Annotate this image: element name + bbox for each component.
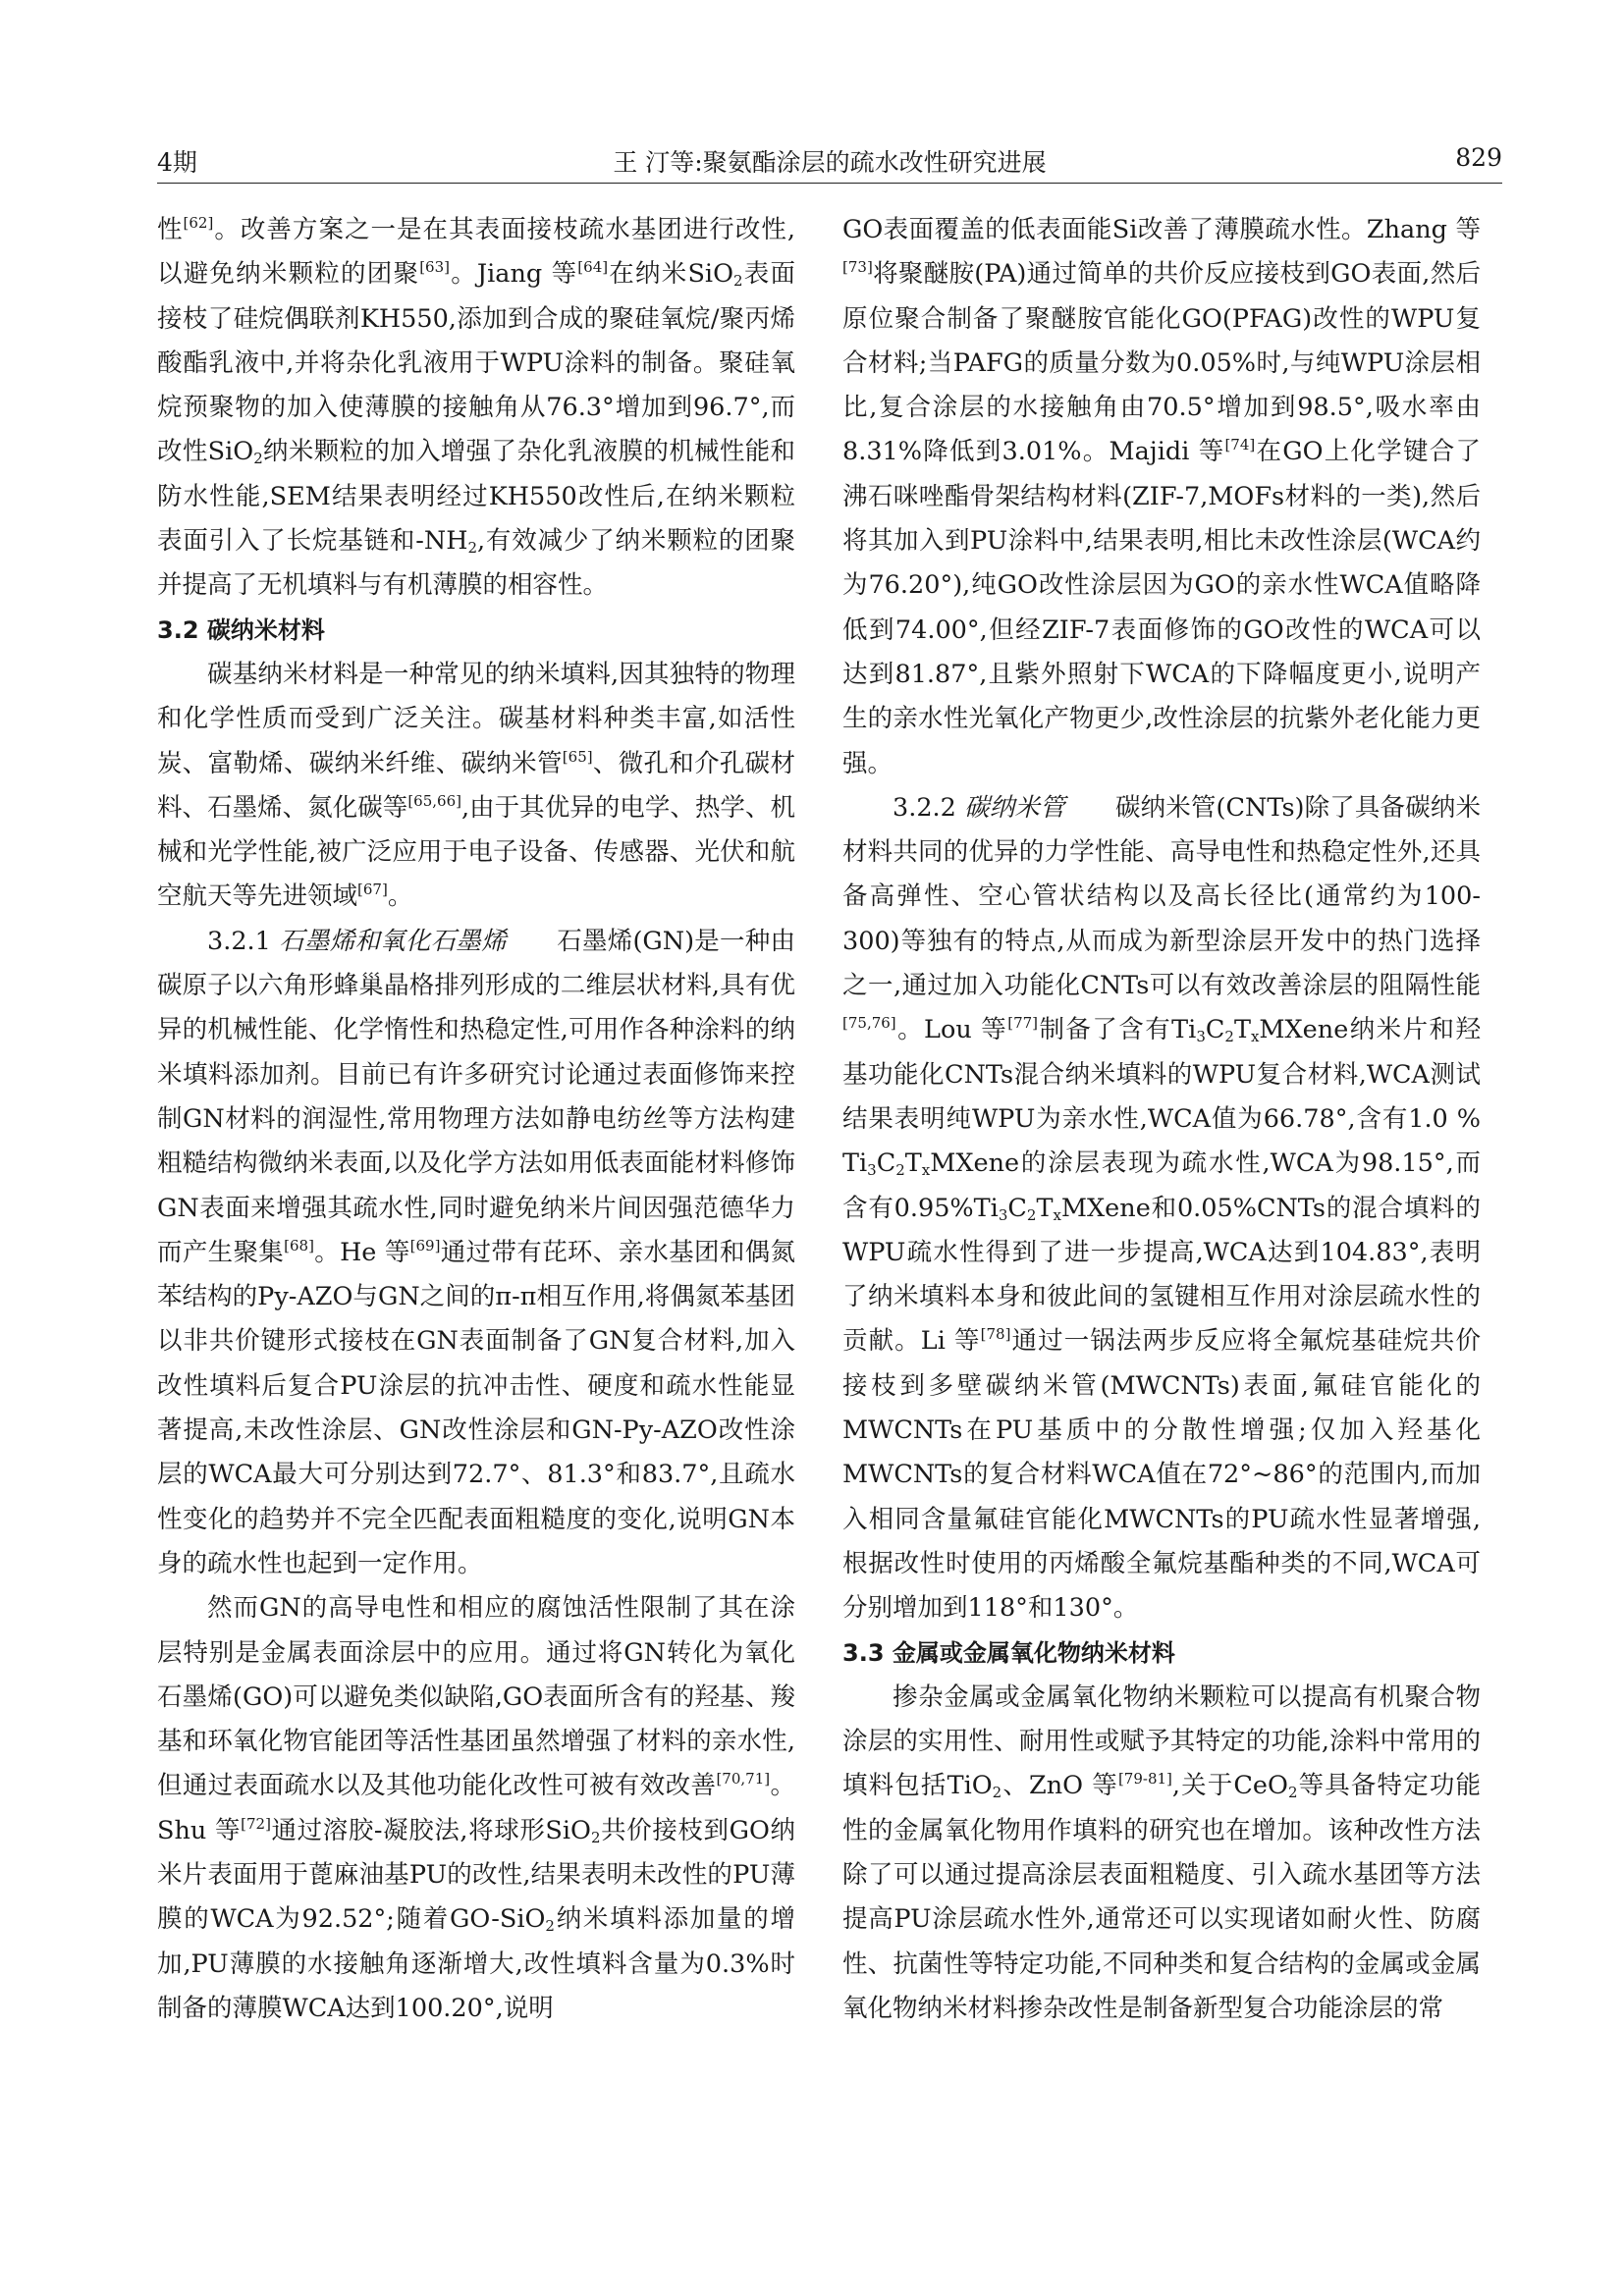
text-run: MXene和0.05%CNTs的混合填料的WPU疏水性得到了进一步提高,WCA达到104.83°,表明了纳米填料本身和彼此间的氢键相互作用对涂层疏水性的贡献。Li 等	[842, 1193, 1481, 1357]
subscript: x	[921, 1161, 931, 1180]
text-run: T	[1036, 1193, 1054, 1223]
text-run: 、ZnO 等	[1001, 1771, 1118, 1801]
citation-ref: [63]	[419, 258, 450, 277]
subscript: 2	[992, 1784, 1002, 1802]
text-run: 。改善方案之一是在其表面接枝疏水基团进行改性,以避免纳米颗粒的团聚	[157, 215, 795, 290]
text-run: C	[876, 1148, 896, 1179]
text-run: 在纳米SiO	[608, 259, 733, 290]
text-run: 。Jiang 等	[449, 259, 578, 290]
citation-ref: [65,66]	[407, 791, 461, 810]
text-run: C	[1007, 1193, 1027, 1223]
paragraph	[157, 920, 795, 1586]
text-run: GO表面覆盖的低表面能Si改善了薄膜疏水性。Zhang 等	[842, 215, 1481, 244]
citation-ref: [75,76]	[842, 1014, 896, 1033]
issue-label: 4期	[157, 148, 197, 177]
running-title: 王 汀等:聚氨酯涂层的疏水改性研究进展	[613, 148, 1047, 177]
subscript: 2	[1026, 1205, 1037, 1224]
text-run: ,关于CeO	[1171, 1771, 1288, 1801]
section-heading: 3.2 碳纳米材料	[157, 615, 325, 644]
header-rule	[157, 183, 1502, 184]
text-run: 。Lou 等	[895, 1015, 1008, 1045]
text-run: 。Shu 等	[157, 1771, 795, 1845]
citation-ref: [79-81]	[1117, 1770, 1172, 1789]
citation-ref: [64]	[577, 258, 609, 277]
text-run: 碳基纳米材料是一种常见的纳米填料,因其独特的物理和化学性质而受到广泛关注。碳基材料种类丰富,如活性炭、富勒烯、碳纳米纤维、碳纳米管	[157, 659, 795, 778]
text-run: 然而GN的高导电性和相应的腐蚀活性限制了其在涂层特别是金属表面涂层中的应用。通过将GN转化为氧化石墨烯(GO)可以避免类似缺陷,GO表面所含有的羟基、羧基和环氧化物官能团等活性基团虽然增强了材料的亲水性,但通过表面疏水以及其他功能化改性可被有效改善	[157, 1593, 795, 1801]
subsection-title: 碳纳米管	[964, 792, 1065, 823]
subscript: 2	[253, 450, 263, 468]
text-run: MXene的涂层表现为疏水性,WCA为98.15°,而含有0.95%Ti	[842, 1148, 1481, 1223]
paragraph	[842, 1676, 1481, 2031]
text-run: 石墨烯(GN)是一种由碳原子以六角形蜂巢晶格排列形成的二维层状材料,具有优异的机械性能、化学惰性和热稳定性,可用作各种涂料的纳米填料添加剂。目前已有许多研究讨论通过表面修饰来控制GN材料的润湿性,常用物理方法如静电纺丝等方法构建粗糙结构微纳米表面,以及化学方法如用低表面能材料修饰GN表面来增强其疏水性,同时避免纳米片间因强范德华力而产生聚集	[157, 926, 795, 1267]
text-run: 。	[387, 881, 413, 912]
citation-ref: [65]	[562, 747, 593, 766]
paragraph	[842, 786, 1481, 1631]
subscript: 2	[733, 272, 743, 291]
citation-ref: [68]	[284, 1236, 314, 1255]
text-run: 3.2.2	[893, 792, 965, 823]
text-run: ,有效减少了纳米颗粒的团聚并提高了无机填料与有机薄膜的相容性。	[157, 526, 796, 601]
subscript: 2	[1224, 1028, 1234, 1046]
citation-ref: [74]	[1224, 436, 1256, 454]
page-number: 829	[1455, 143, 1502, 172]
text-run: 。He 等	[313, 1237, 410, 1267]
text-run: 、微孔和介孔碳材料、石墨烯、氮化碳等	[157, 748, 795, 823]
right-column	[842, 208, 1481, 2031]
citation-ref: [69]	[409, 1236, 441, 1255]
paragraph	[157, 1586, 795, 2031]
citation-ref: [67]	[357, 881, 388, 899]
paragraph	[157, 653, 795, 920]
text-run: 将聚醚胺(PA)通过简单的共价反应接枝到GO表面,然后原位聚合制备了聚醚胺官能化GO(PFAG)改性的WPU复合材料;当PAFG的质量分数为0.05%时,与纯WPU涂层相比,复合涂层的水接触角由70.5°增加到98.5°,吸水率由8.31%降低到3.01%。Majidi 等	[842, 259, 1481, 467]
text-run: 通过一锅法两步反应将全氟烷基硅烷共价接枝到多壁碳纳米管(MWCNTs)表面,氟硅官能化的MWCNTs在PU基质中的分散性增强;仅加入羟基化MWCNTs的复合材料WCA值在72°~86°的范围内,而加入相同含量氟硅官能化MWCNTs的PU疏水性显著增强,根据改性时使用的丙烯酸全氟烷基酯种类的不同,WCA可分别增加到118°和130°。	[842, 1326, 1481, 1624]
paragraph	[157, 208, 795, 609]
text-run: 通过带有芘环、亲水基团和偶氮苯结构的Py-AZO与GN之间的π-π相互作用,将偶氮苯基团以非共价键形式接枝在GN表面制备了GN复合材料,加入改性填料后复合PU涂层的抗冲击性、硬度和疏水性能显著提高,未改性涂层、GN改性涂层和GN-Py-AZO改性涂层的WCA最大可分别达到72.7°、81.3°和83.7°,且疏水性变化的趋势并不完全匹配表面粗糙度的变化,说明GN本身的疏水性也起到一定作用。	[157, 1237, 795, 1578]
text-run: C	[1205, 1015, 1225, 1045]
text-run: 等具备特定功能性的金属氧化物用作填料的研究也在增加。该种改性方法除了可以通过提高涂层表面粗糙度、引入疏水基团等方法提高PU涂层疏水性外,通常还可以实现诸如耐火性、防腐性、抗菌性等特定功能,不同种类和复合结构的金属或金属氧化物纳米材料掺杂改性是制备新型复合功能涂层的常	[842, 1771, 1481, 2023]
citation-ref: [77]	[1007, 1014, 1039, 1033]
text-run: 表面接枝了硅烷偶联剂KH550,添加到合成的聚硅氧烷/聚丙烯酸酯乳液中,并将杂化乳液用于WPU涂料的制备。聚硅氧烷预聚物的加入使薄膜的接触角从76.3°增加到96.7°,而改性SiO	[157, 259, 795, 467]
subscript: 3	[998, 1205, 1008, 1224]
text-run: 通过溶胶-凝胶法,将球形SiO	[270, 1815, 591, 1845]
text-run: 掺杂金属或金属氧化物纳米颗粒可以提高有机聚合物涂层的实用性、耐用性或赋予其特定的功能,涂料中常用的填料包括TiO	[842, 1682, 1481, 1801]
text-run: T	[904, 1148, 922, 1179]
subscript: 2	[1287, 1784, 1298, 1802]
subscript: 3	[867, 1161, 877, 1180]
text-run: T	[1233, 1015, 1251, 1045]
text-run: 共价接枝到GO纳米片表面用于蓖麻油基PU的改性,结果表明未改性的PU薄膜的WCA为92.52°;随着GO-SiO	[157, 1815, 795, 1935]
section-heading: 3.3 金属或金属氧化物纳米材料	[842, 1638, 1175, 1667]
running-header	[157, 135, 1502, 179]
subscript: 2	[467, 539, 477, 558]
text-run: 性	[157, 215, 184, 244]
left-column	[157, 208, 795, 2031]
citation-ref: [62]	[183, 214, 214, 232]
text-run: 在GO上化学键合了沸石咪唑酯骨架结构材料(ZIF-7,MOFs材料的一类),然后将其加入到PU涂料中,结果表明,相比未改性涂层(WCA约为76.20°),纯GO改性涂层因为GO的亲水性WCA值略降低到74.00°,但经ZIF-7表面修饰的GO改性的WCA可以达到81.87°,且紫外照射下WCA的下降幅度更小,说明产生的亲水性光氧化产物更少,改性涂层的抗紫外老化能力更强。	[842, 437, 1481, 778]
paragraph	[842, 208, 1481, 786]
text-run: 制备了含有Ti	[1038, 1015, 1197, 1045]
text-run: MXene纳米片和羟基功能化CNTs混合纳米填料的WPU复合材料,WCA测试结果表明纯WPU为亲水性,WCA值为66.78°,含有1.0 % Ti	[842, 1015, 1481, 1179]
subsection-title: 石墨烯和氧化石墨烯	[279, 926, 507, 956]
text-run: 纳米填料添加量的增加,PU薄膜的水接触角逐渐增大,改性填料含量为0.3%时制备的薄膜WCA达到100.20°,说明	[157, 1904, 795, 2023]
subscript: 3	[1196, 1028, 1206, 1046]
citation-ref: [72]	[241, 1814, 271, 1833]
text-run: 纳米颗粒的加入增强了杂化乳液膜的机械性能和防水性能,SEM结果表明经过KH550改性后,在纳米颗粒表面引入了长烷基链和-NH	[157, 437, 795, 557]
subscript: x	[1053, 1205, 1061, 1224]
text-run: ,由于其优异的电学、热学、机械和光学性能,被广泛应用于电子设备、传感器、光伏和航空航天等先进领域	[157, 792, 795, 912]
text-run: 3.2.1	[207, 926, 280, 956]
text-run: 碳纳米管(CNTs)除了具备碳纳米材料共同的优异的力学性能、高导电性和热稳定性外,还具备高弹性、空心管状结构以及高长径比(通常约为100-300)等独有的特点,从而成为新型涂层开发中的热门选择之一,通过加入功能化CNTs可以有效改善涂层的阻隔性能	[842, 792, 1481, 1001]
subscript: 2	[590, 1828, 601, 1846]
subscript: 2	[545, 1917, 555, 1936]
citation-ref: [73]	[842, 258, 873, 277]
citation-ref: [78]	[980, 1325, 1011, 1344]
citation-ref: [70,71]	[716, 1770, 771, 1789]
subscript: x	[1250, 1028, 1260, 1046]
subscript: 2	[895, 1161, 905, 1180]
